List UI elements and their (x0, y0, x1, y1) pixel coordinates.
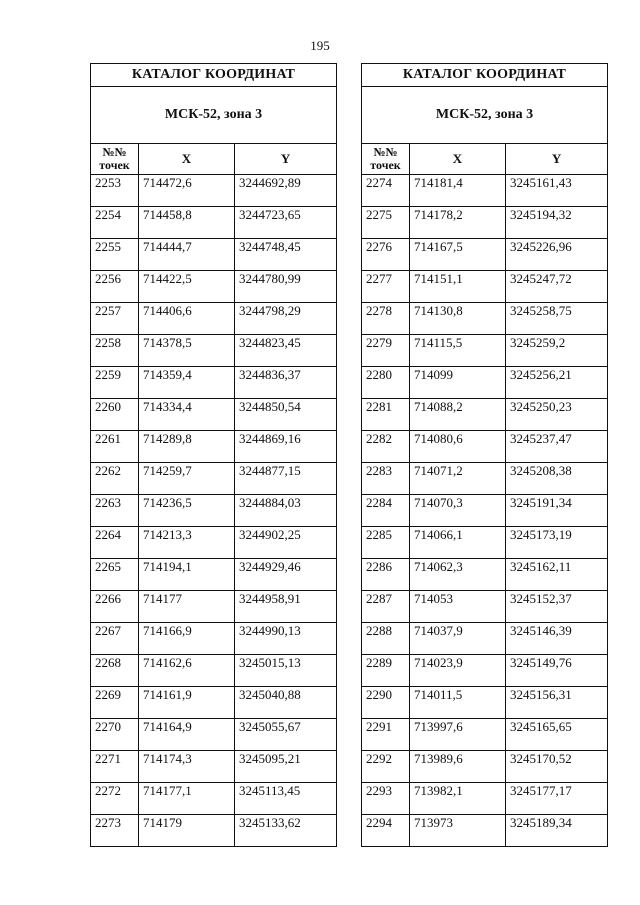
point-number-cell: 2260 (91, 399, 139, 431)
y-coordinate-cell: 3245015,13 (235, 655, 337, 687)
point-number-cell: 2293 (362, 783, 410, 815)
table-row (91, 751, 337, 783)
y-coordinate-cell: 3245055,67 (235, 719, 337, 751)
table-row (362, 591, 608, 623)
y-coordinate-cell: 3244884,03 (235, 495, 337, 527)
x-coordinate-cell: 714236,5 (139, 495, 235, 527)
y-coordinate-cell: 3245161,43 (506, 175, 608, 207)
table-row (362, 175, 608, 207)
y-coordinate-cell: 3244692,89 (235, 175, 337, 207)
x-coordinate-cell: 714472,6 (139, 175, 235, 207)
coordinate-catalog-right (361, 63, 608, 847)
table-row (362, 431, 608, 463)
x-coordinate-cell: 714422,5 (139, 271, 235, 303)
x-coordinate-cell: 714178,2 (410, 207, 506, 239)
coordinate-rows (91, 175, 337, 847)
point-number-cell: 2276 (362, 239, 410, 271)
point-number-cell: 2271 (91, 751, 139, 783)
point-number-cell: 2255 (91, 239, 139, 271)
table-row (362, 271, 608, 303)
x-coordinate-cell: 714179 (139, 815, 235, 847)
y-coordinate-cell: 3245156,31 (506, 687, 608, 719)
coordinate-catalog-left (90, 63, 337, 847)
point-number-cell: 2289 (362, 655, 410, 687)
x-coordinate-cell: 714378,5 (139, 335, 235, 367)
x-coordinate-cell: 714174,3 (139, 751, 235, 783)
y-coordinate-cell: 3245208,38 (506, 463, 608, 495)
x-coordinate-cell: 714088,2 (410, 399, 506, 431)
table-row (91, 559, 337, 591)
table-row (91, 207, 337, 239)
table-row (91, 527, 337, 559)
x-header: X (410, 144, 506, 175)
x-coordinate-cell: 714167,5 (410, 239, 506, 271)
point-number-cell: 2266 (91, 591, 139, 623)
point-number-cell: 2265 (91, 559, 139, 591)
table-row (91, 655, 337, 687)
x-coordinate-cell: 714181,4 (410, 175, 506, 207)
table-row (362, 815, 608, 847)
table-row (91, 175, 337, 207)
y-coordinate-cell: 3245095,21 (235, 751, 337, 783)
x-coordinate-cell: 714066,1 (410, 527, 506, 559)
point-number-header-line2: точек (99, 158, 130, 172)
table-row (362, 719, 608, 751)
table-row (91, 271, 337, 303)
x-coordinate-cell: 714080,6 (410, 431, 506, 463)
y-coordinate-cell: 3245133,62 (235, 815, 337, 847)
table-row (362, 335, 608, 367)
point-number-cell: 2294 (362, 815, 410, 847)
table-row (91, 815, 337, 847)
table-row (91, 303, 337, 335)
point-number-cell: 2267 (91, 623, 139, 655)
point-number-cell: 2270 (91, 719, 139, 751)
table-row (362, 559, 608, 591)
x-coordinate-cell: 714334,4 (139, 399, 235, 431)
point-number-header-line2: точек (370, 158, 401, 172)
y-coordinate-cell: 3244850,54 (235, 399, 337, 431)
point-number-cell: 2256 (91, 271, 139, 303)
y-coordinate-cell: 3244929,46 (235, 559, 337, 591)
y-coordinate-cell: 3245258,75 (506, 303, 608, 335)
x-coordinate-cell: 714151,1 (410, 271, 506, 303)
x-coordinate-cell: 714166,9 (139, 623, 235, 655)
table-row (362, 687, 608, 719)
table-row (91, 431, 337, 463)
y-coordinate-cell: 3244780,99 (235, 271, 337, 303)
y-coordinate-cell: 3245226,96 (506, 239, 608, 271)
y-coordinate-cell: 3245247,72 (506, 271, 608, 303)
point-number-cell: 2272 (91, 783, 139, 815)
table-row (91, 367, 337, 399)
x-coordinate-cell: 713982,1 (410, 783, 506, 815)
x-coordinate-cell: 714259,7 (139, 463, 235, 495)
y-coordinate-cell: 3245250,23 (506, 399, 608, 431)
catalog-title: КАТАЛОГ КООРДИНАТ (362, 64, 608, 87)
x-header: X (139, 144, 235, 175)
coordinate-rows (362, 175, 608, 847)
table-row (362, 207, 608, 239)
y-coordinate-cell: 3244902,25 (235, 527, 337, 559)
y-coordinate-cell: 3245194,32 (506, 207, 608, 239)
table-row (362, 239, 608, 271)
point-number-cell: 2261 (91, 431, 139, 463)
x-coordinate-cell: 714070,3 (410, 495, 506, 527)
y-coordinate-cell: 3244798,29 (235, 303, 337, 335)
point-number-cell: 2283 (362, 463, 410, 495)
point-number-cell: 2282 (362, 431, 410, 463)
x-coordinate-cell: 714406,6 (139, 303, 235, 335)
point-number-header-line1: №№ (102, 145, 127, 159)
table-row (91, 463, 337, 495)
y-coordinate-cell: 3244990,13 (235, 623, 337, 655)
point-number-cell: 2277 (362, 271, 410, 303)
y-coordinate-cell: 3245256,21 (506, 367, 608, 399)
point-number-cell: 2274 (362, 175, 410, 207)
point-number-header (91, 144, 139, 175)
y-coordinate-cell: 3245177,17 (506, 783, 608, 815)
table-row (362, 623, 608, 655)
point-number-cell: 2273 (91, 815, 139, 847)
x-coordinate-cell: 714444,7 (139, 239, 235, 271)
y-coordinate-cell: 3244823,45 (235, 335, 337, 367)
point-number-cell: 2259 (91, 367, 139, 399)
table-row (91, 687, 337, 719)
x-coordinate-cell: 713997,6 (410, 719, 506, 751)
y-coordinate-cell: 3245162,11 (506, 559, 608, 591)
y-coordinate-cell: 3245191,34 (506, 495, 608, 527)
y-coordinate-cell: 3245259,2 (506, 335, 608, 367)
x-coordinate-cell: 713973 (410, 815, 506, 847)
y-coordinate-cell: 3245152,37 (506, 591, 608, 623)
point-number-cell: 2291 (362, 719, 410, 751)
table-row (362, 399, 608, 431)
y-coordinate-cell: 3244877,15 (235, 463, 337, 495)
point-number-cell: 2279 (362, 335, 410, 367)
y-coordinate-cell: 3245237,47 (506, 431, 608, 463)
coordinate-system-label: МСК-52, зона 3 (91, 87, 337, 144)
point-number-cell: 2278 (362, 303, 410, 335)
point-number-cell: 2286 (362, 559, 410, 591)
point-number-cell: 2287 (362, 591, 410, 623)
y-coordinate-cell: 3245040,88 (235, 687, 337, 719)
table-row (91, 783, 337, 815)
point-number-cell: 2284 (362, 495, 410, 527)
point-number-cell: 2292 (362, 751, 410, 783)
x-coordinate-cell: 714164,9 (139, 719, 235, 751)
x-coordinate-cell: 714213,3 (139, 527, 235, 559)
page-number: 195 (310, 38, 330, 53)
x-coordinate-cell: 714458,8 (139, 207, 235, 239)
table-row (91, 495, 337, 527)
table-row (91, 335, 337, 367)
x-coordinate-cell: 714161,9 (139, 687, 235, 719)
x-coordinate-cell: 714011,5 (410, 687, 506, 719)
x-coordinate-cell: 714062,3 (410, 559, 506, 591)
table-row (91, 623, 337, 655)
table-row (91, 399, 337, 431)
table-row (362, 303, 608, 335)
point-number-cell: 2264 (91, 527, 139, 559)
point-number-cell: 2257 (91, 303, 139, 335)
point-number-cell: 2285 (362, 527, 410, 559)
x-coordinate-cell: 714130,8 (410, 303, 506, 335)
y-coordinate-cell: 3244958,91 (235, 591, 337, 623)
point-number-cell: 2275 (362, 207, 410, 239)
point-number-cell: 2262 (91, 463, 139, 495)
x-coordinate-cell: 714071,2 (410, 463, 506, 495)
point-number-cell: 2288 (362, 623, 410, 655)
x-coordinate-cell: 713989,6 (410, 751, 506, 783)
point-number-cell: 2253 (91, 175, 139, 207)
y-coordinate-cell: 3245113,45 (235, 783, 337, 815)
point-number-cell: 2263 (91, 495, 139, 527)
point-number-header (362, 144, 410, 175)
x-coordinate-cell: 714177,1 (139, 783, 235, 815)
y-coordinate-cell: 3245170,52 (506, 751, 608, 783)
point-number-cell: 2281 (362, 399, 410, 431)
point-number-cell: 2290 (362, 687, 410, 719)
x-coordinate-cell: 714194,1 (139, 559, 235, 591)
table-row (91, 239, 337, 271)
table-row (91, 591, 337, 623)
y-coordinate-cell: 3245173,19 (506, 527, 608, 559)
point-number-header-line1: №№ (373, 145, 398, 159)
table-row (362, 527, 608, 559)
x-coordinate-cell: 714162,6 (139, 655, 235, 687)
table-row (362, 751, 608, 783)
table-row (91, 719, 337, 751)
table-row (362, 495, 608, 527)
point-number-cell: 2258 (91, 335, 139, 367)
table-row (362, 655, 608, 687)
x-coordinate-cell: 714359,4 (139, 367, 235, 399)
table-row (362, 783, 608, 815)
y-coordinate-cell: 3245149,76 (506, 655, 608, 687)
catalog-title: КАТАЛОГ КООРДИНАТ (91, 64, 337, 87)
y-header: Y (235, 144, 337, 175)
y-coordinate-cell: 3245146,39 (506, 623, 608, 655)
x-coordinate-cell: 714115,5 (410, 335, 506, 367)
x-coordinate-cell: 714053 (410, 591, 506, 623)
point-number-cell: 2280 (362, 367, 410, 399)
y-coordinate-cell: 3245165,65 (506, 719, 608, 751)
table-row (362, 463, 608, 495)
y-coordinate-cell: 3245189,34 (506, 815, 608, 847)
coordinate-system-label: МСК-52, зона 3 (362, 87, 608, 144)
point-number-cell: 2254 (91, 207, 139, 239)
point-number-cell: 2269 (91, 687, 139, 719)
x-coordinate-cell: 714289,8 (139, 431, 235, 463)
y-coordinate-cell: 3244869,16 (235, 431, 337, 463)
table-row (362, 367, 608, 399)
x-coordinate-cell: 714177 (139, 591, 235, 623)
y-coordinate-cell: 3244723,65 (235, 207, 337, 239)
y-header: Y (506, 144, 608, 175)
y-coordinate-cell: 3244748,45 (235, 239, 337, 271)
x-coordinate-cell: 714099 (410, 367, 506, 399)
y-coordinate-cell: 3244836,37 (235, 367, 337, 399)
x-coordinate-cell: 714023,9 (410, 655, 506, 687)
x-coordinate-cell: 714037,9 (410, 623, 506, 655)
point-number-cell: 2268 (91, 655, 139, 687)
